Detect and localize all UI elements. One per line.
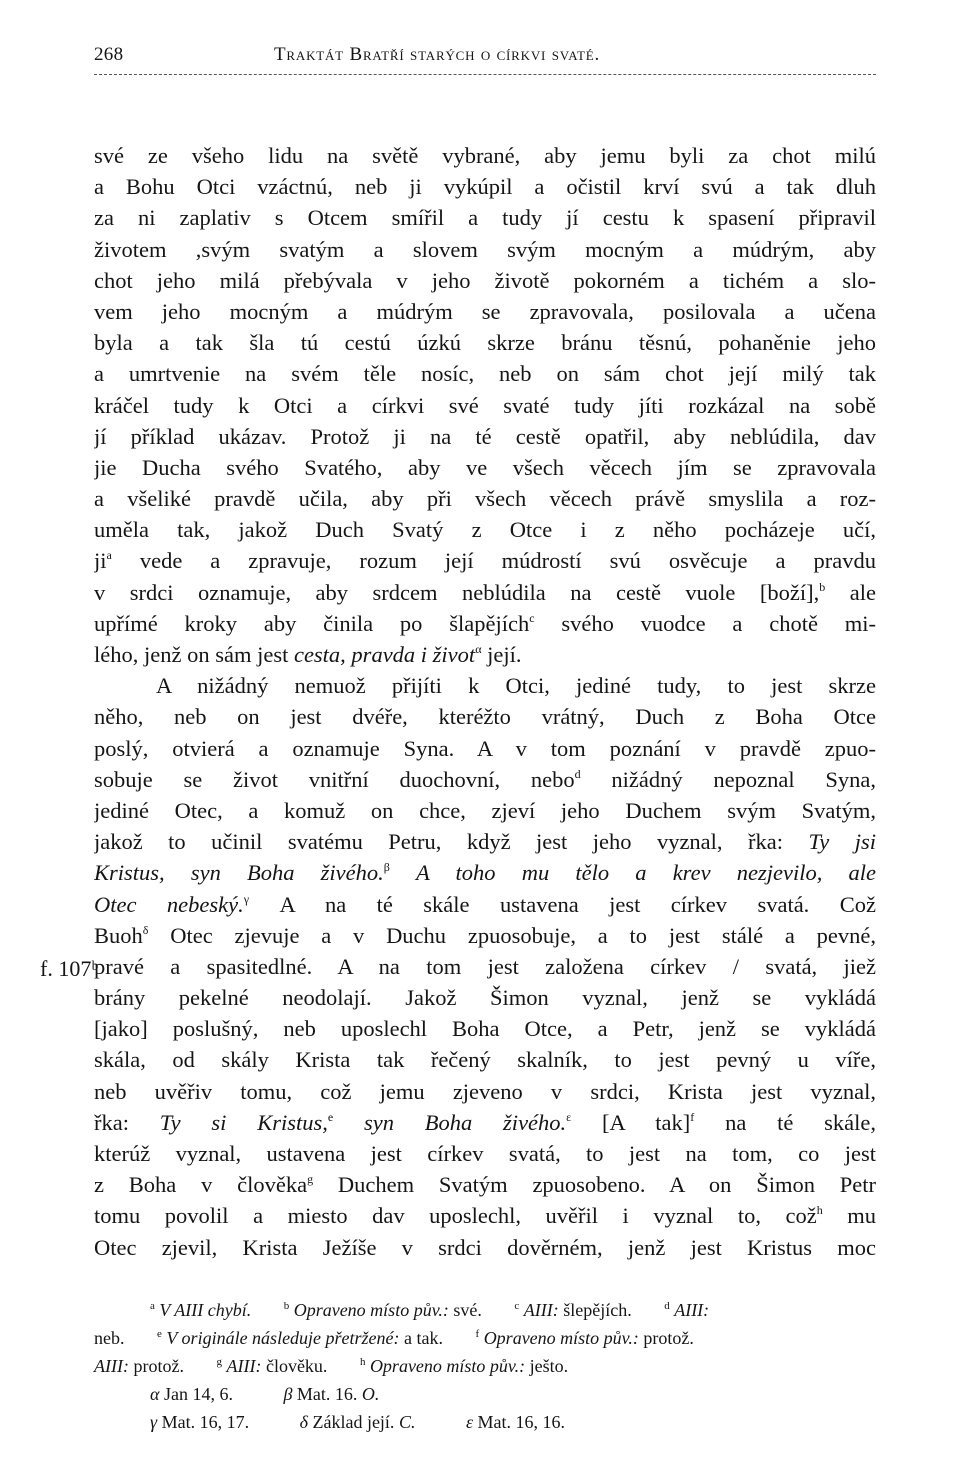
footnote-mark: h bbox=[359, 1356, 366, 1368]
footnote-italic: Opraveno místo pův.: bbox=[293, 1300, 449, 1320]
text-line: své ze všeho lidu na světě vybrané, aby jemu byli za chot milú bbox=[94, 143, 876, 168]
footnote-mark: β bbox=[283, 1384, 293, 1404]
footnote-italic: AIII: bbox=[226, 1356, 262, 1376]
line-text: řka: bbox=[94, 1109, 129, 1135]
footnote-mark: α bbox=[150, 1384, 160, 1404]
footnote-text: neb. bbox=[94, 1328, 125, 1348]
footnote-text: Mat. 16. bbox=[296, 1384, 358, 1404]
line-text: z Boha v člověka bbox=[94, 1172, 308, 1198]
footnote-text: Mat. 16, 16. bbox=[477, 1412, 566, 1432]
text-line: a umrtvenie na svém těle nosíc, neb on sám chot její milý tak bbox=[94, 361, 876, 387]
footnote-mark: g bbox=[307, 1172, 314, 1187]
footnote-mark: a bbox=[150, 1300, 155, 1312]
footnote-italic: Opraveno místo pův.: bbox=[483, 1328, 639, 1348]
footnote-mark: γ bbox=[243, 891, 250, 906]
text-line bbox=[94, 764, 876, 795]
line-text: [A tak] bbox=[602, 1109, 691, 1135]
folio-marginal-note: f. 107ᵇ bbox=[40, 956, 99, 981]
text-line: chot jeho milá přebývala v jeho životě pokorném a tichém a slo- bbox=[94, 267, 876, 293]
footnote-mark: d bbox=[574, 766, 581, 781]
text-line: za ni zaplativ s Otcem smířil a tudy jí cestu k spasení připravil bbox=[94, 205, 876, 231]
line-text: upřímé kroky aby činila po šlapějích bbox=[94, 610, 530, 636]
line-text: ale bbox=[849, 579, 876, 605]
page-number: 268 bbox=[94, 44, 124, 65]
text-line: uměla tak, jakož Duch Svatý z Otce i z něho pocházeje učí, bbox=[94, 517, 876, 543]
footnote-mark: γ bbox=[150, 1412, 158, 1432]
footnote-mark: a bbox=[106, 548, 112, 563]
footnote-line bbox=[94, 1324, 894, 1352]
footnote-mark: g bbox=[216, 1356, 222, 1368]
footnote-text: člověku. bbox=[265, 1356, 328, 1376]
footnote-mark: e bbox=[157, 1328, 162, 1340]
text-line: a Bohu Otci vzáctnú, neb ji vykúpil a očistil krví svú a tak dluh bbox=[94, 174, 876, 200]
text-line: brány pekelné neodolají. Jakož Šimon vyznal, jenž se vykládá bbox=[94, 985, 876, 1011]
footnote-italic: AIII: bbox=[94, 1356, 129, 1376]
text-line bbox=[94, 545, 876, 576]
footnote-mark: e bbox=[327, 1109, 334, 1124]
text-line bbox=[94, 639, 876, 670]
text-line: Otec zjevil, Krista Ježíše v srdci dověrném, jenž jest Kristus moc bbox=[94, 1234, 876, 1260]
line-text: A na té skále ustavena jest církev svatá. Což bbox=[279, 891, 876, 917]
line-text: Buoh bbox=[94, 922, 143, 948]
text-line bbox=[94, 1107, 876, 1138]
text-line: pravé a spasitedlné. A na tom jest založena církev / svatá, jiež bbox=[94, 953, 876, 979]
line-text: Duchem Svatým zpuosobeno. A on Šimon Petr bbox=[337, 1172, 876, 1198]
footnote-italic: V originále následuje přetržené: bbox=[166, 1328, 400, 1348]
footnote-text: a tak. bbox=[404, 1328, 444, 1348]
text-line bbox=[94, 608, 876, 639]
footnote-text: Jan 14, 6. bbox=[163, 1384, 233, 1404]
footnote-mark: f bbox=[690, 1109, 695, 1124]
text-line: jediné Otec, a komuž on chce, zjeví jeho Duchem svým Svatým, bbox=[94, 797, 876, 823]
line-text: ji bbox=[94, 548, 107, 574]
text-line: A nižádný nemuož přijíti k Otci, jediné tudy, to jest skrze bbox=[156, 673, 876, 699]
line-text: v srdci oznamuje, aby srdcem neblúdila na cestě vuole [boží], bbox=[94, 579, 820, 605]
footnote-text: Mat. 16, 17. bbox=[161, 1412, 250, 1432]
footnote-mark: c bbox=[514, 1300, 520, 1312]
footnote-text: Základ její. bbox=[312, 1412, 395, 1432]
italic-quote: Ty jsi bbox=[808, 829, 876, 855]
footnote-italic: O. bbox=[361, 1384, 380, 1404]
line-text: mu bbox=[847, 1203, 876, 1229]
footnote-mark: f bbox=[475, 1328, 480, 1340]
line-text: Otec zjevuje a v Duchu zpuosobuje, a to jest stálé a pevné, bbox=[170, 922, 876, 948]
text-line bbox=[94, 857, 876, 888]
italic-quote: cesta, pravda i život bbox=[293, 642, 476, 667]
text-line: kterúž vyznal, ustavena jest církev svatá, to jest na tom, co jest bbox=[94, 1141, 876, 1166]
header-rule bbox=[94, 74, 876, 75]
italic-quote: syn Boha živého. bbox=[363, 1109, 567, 1135]
footnote-mark: c bbox=[529, 610, 535, 625]
footnote-mark: h bbox=[816, 1203, 823, 1218]
italic-quote: Ty si Kristus, bbox=[159, 1109, 328, 1135]
footnote-mark: β bbox=[383, 860, 390, 875]
footnote-mark: ε bbox=[566, 1109, 572, 1124]
text-line: a všeliké pravdě učila, aby při všech věcech právě smyslila a roz- bbox=[94, 486, 876, 512]
text-line bbox=[94, 826, 876, 857]
footnote-line bbox=[94, 1296, 894, 1324]
text-line bbox=[94, 577, 876, 608]
line-text: její. bbox=[487, 642, 522, 667]
footnote-mark: ε bbox=[465, 1412, 474, 1432]
main-text bbox=[94, 140, 876, 1263]
running-title: Traktát Bratří starých o církvi svaté. bbox=[274, 44, 601, 65]
footnote-mark: δ bbox=[299, 1412, 308, 1432]
text-line: neb uvěřiv tomu, což jemu zjeveno v srdci, Krista jest vyznal, bbox=[94, 1078, 876, 1104]
line-text: nižádný nepoznal Syna, bbox=[611, 766, 876, 792]
footnote-text: ješto. bbox=[529, 1356, 569, 1376]
footnote-mark: b bbox=[283, 1300, 290, 1312]
text-line bbox=[94, 1200, 876, 1231]
footnote-italic: AIII: bbox=[523, 1300, 559, 1320]
text-line: byla a tak šla tú cestú úzkú skrze bránu těsnú, pohaněnie jeho bbox=[94, 330, 876, 356]
footnote-text: šlepějích. bbox=[563, 1300, 632, 1320]
line-text: tomu povolil a miesto dav uposlechl, uvěřil i vyznal to, což bbox=[94, 1203, 817, 1229]
footnote-italic: AIII: bbox=[674, 1300, 710, 1320]
text-line: jie Ducha svého Svatého, aby ve všech věcech jím se zpravovala bbox=[94, 454, 876, 480]
text-line: poslý, otvierá a oznamuje Syna. A v tom poznání v pravdě zpuo- bbox=[94, 735, 876, 761]
footnote-italic: Opraveno místo pův.: bbox=[369, 1356, 526, 1376]
footnote-text: své. bbox=[453, 1300, 482, 1320]
text-line: kráčel tudy k Otci a církvi své svaté tudy jíti rozkázal na sobě bbox=[94, 392, 876, 418]
italic-quote: Kristus, syn Boha živého. bbox=[94, 860, 384, 886]
footnote-italic: V AIII chybí. bbox=[159, 1300, 252, 1320]
footnotes bbox=[94, 1296, 894, 1436]
line-text: svého vuodce a chotě mi- bbox=[561, 610, 876, 636]
text-line: [jako] poslušný, neb uposlechl Boha Otce, a Petr, jenž se vykládá bbox=[94, 1016, 876, 1042]
footnote-mark: b bbox=[819, 579, 826, 594]
italic-quote: A toho mu tělo a krev nezjevilo, ale bbox=[416, 860, 876, 886]
footnote-text: protož. bbox=[133, 1356, 184, 1376]
line-text: jakož to učinil svatému Petru, když jest jeho vyznal, řka: bbox=[94, 829, 783, 855]
text-line: skála, od skály Krista tak řečený skalník, to jest pevný u víře, bbox=[94, 1047, 876, 1073]
text-line: jí příklad ukázav. Protož ji na té cestě opatřil, aby neblúdila, dav bbox=[94, 423, 876, 449]
footnote-mark: d bbox=[664, 1300, 670, 1312]
text-line bbox=[94, 1169, 876, 1200]
footnote-line bbox=[94, 1408, 894, 1436]
footnote-mark: δ bbox=[142, 922, 149, 937]
text-line bbox=[94, 889, 876, 920]
italic-quote: Otec nebeský. bbox=[94, 891, 244, 917]
footnote-mark: α bbox=[475, 642, 482, 656]
text-line: vem jeho mocným a múdrým se zpravovala, posilovala a učena bbox=[94, 298, 876, 324]
page-header bbox=[94, 40, 876, 70]
footnote-line bbox=[94, 1380, 894, 1408]
line-text: lého, jenž on sám jest bbox=[94, 642, 289, 667]
footnote-text: protož. bbox=[643, 1328, 694, 1348]
footnote-italic: C. bbox=[398, 1412, 416, 1432]
text-line: životem ,svým svatým a slovem svým mocným a múdrým, aby bbox=[94, 236, 876, 262]
text-line: něho, neb on jest dvéře, kteréžto vrátný, Duch z Boha Otce bbox=[94, 704, 876, 730]
footnote-line bbox=[94, 1352, 894, 1380]
line-text: na té skále, bbox=[725, 1109, 876, 1135]
line-text: vede a zpravuje, rozum její múdrostí svú osvěcuje a pravdu bbox=[139, 548, 876, 574]
line-text: sobuje se život vnitřní duochovní, nebo bbox=[94, 766, 575, 792]
text-line bbox=[94, 920, 876, 951]
